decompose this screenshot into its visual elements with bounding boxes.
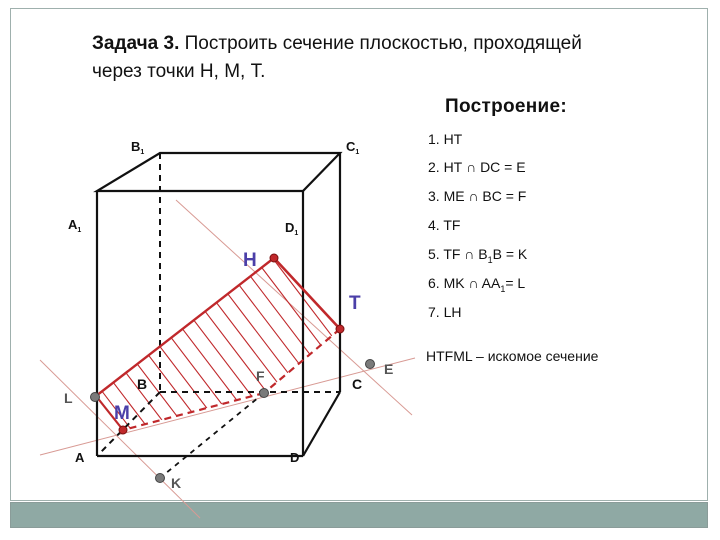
label-M: M: [114, 403, 130, 424]
task-label: Задача 3.: [92, 33, 180, 54]
label-L: L: [64, 390, 73, 406]
step-6-text: 6. MK ∩ AA: [428, 275, 501, 291]
point-F: [260, 389, 269, 398]
step-5-text-end: B = K: [492, 246, 528, 262]
construction-heading: Построение:: [445, 96, 568, 117]
point-E: [366, 360, 375, 369]
step-6-text-end: = L: [505, 275, 526, 291]
point-K: [156, 474, 165, 483]
label-D: D: [290, 450, 300, 465]
label-B: B: [137, 376, 148, 392]
section-edge-LH: [96, 258, 274, 396]
task-text: Построить сечение плоскостью, проходящей через точки Н, М, Т.: [92, 33, 582, 82]
label-E: E: [384, 361, 394, 377]
point-H: [270, 254, 278, 262]
label-C: C: [352, 376, 363, 392]
step-2: 2. НТ ∩ DC = E: [428, 159, 526, 175]
step-4: 4. TF: [428, 217, 461, 233]
label-H: Н: [243, 250, 257, 271]
label-C1: $C_1$: [346, 139, 360, 156]
label-A1: $A_1$: [68, 217, 82, 234]
step-1: 1. НТ: [428, 131, 463, 147]
line-LK: [40, 360, 200, 518]
label-A: A: [75, 450, 85, 465]
label-B1: $B_1$: [131, 139, 145, 156]
label-D1: $D_1$: [285, 220, 299, 237]
edge-DC: [303, 392, 340, 456]
label-K: K: [171, 475, 182, 491]
top-face: [97, 153, 340, 191]
step-5-text: 5. TF ∩ B: [428, 246, 488, 262]
point-L: [91, 393, 100, 402]
step-7: 7. LH: [428, 304, 462, 320]
step-6-sub: 1: [500, 283, 506, 294]
label-T: Т: [349, 293, 361, 314]
step-5-sub: 1: [487, 254, 493, 265]
label-F: F: [256, 368, 265, 384]
point-T: [336, 325, 344, 333]
point-M: [119, 426, 127, 434]
point-labels: [64, 250, 393, 491]
section-edge-HT: [274, 258, 340, 329]
step-3: 3. ME ∩ BC = F: [428, 188, 527, 204]
conclusion-text: HTFML – искомое сечение: [426, 348, 599, 364]
section-edge-FM: [123, 393, 264, 430]
